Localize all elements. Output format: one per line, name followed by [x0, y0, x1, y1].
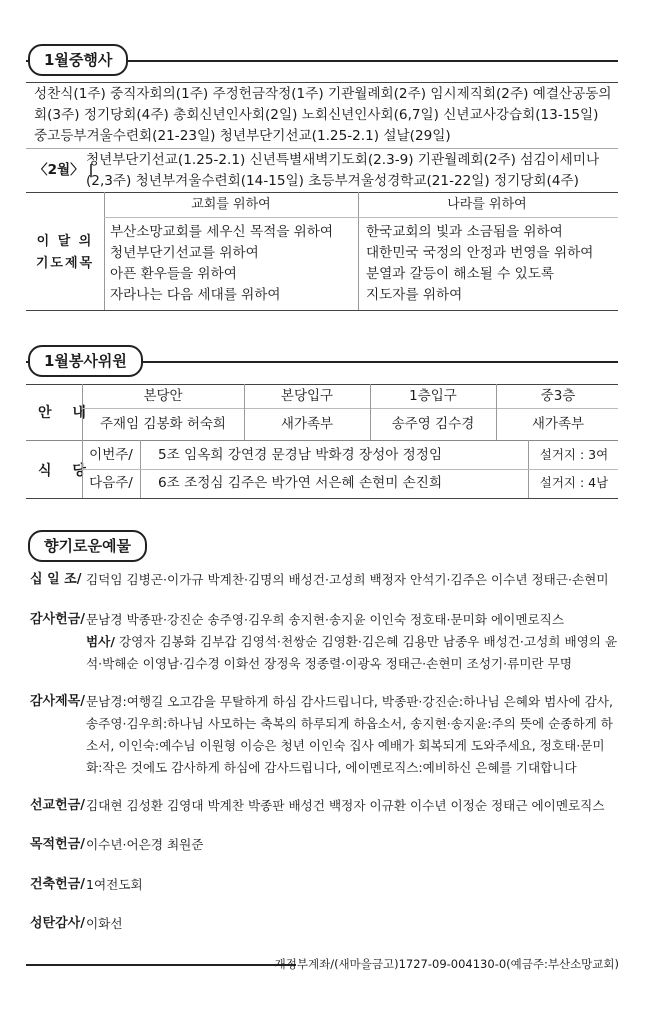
- christmas-thanks-label: 성탄감사/: [30, 916, 85, 931]
- thanks-offering-extra-label: 범사/: [86, 634, 115, 649]
- guide-label: 안 내: [38, 405, 94, 421]
- schedule-divider: [26, 148, 618, 149]
- prayer-bottom-rule: [26, 310, 618, 311]
- prayer-nation-item: 대한민국 국정의 안정과 번영을 위하여: [366, 245, 594, 261]
- footer-rule: [26, 964, 296, 966]
- thanks-offering-names: [86, 609, 618, 675]
- prayer-nation-header: 나라를 위하여: [447, 197, 527, 212]
- thanks-topics-label: 감사제목/: [30, 694, 85, 709]
- designated-offering-names: 이수년·어은경 최원준: [86, 837, 204, 852]
- thanks-offering-label: 감사헌금/: [30, 612, 85, 627]
- prayer-header-rule: [104, 217, 618, 218]
- thanks-offering-extra-names: 강영자 김봉화 김부갑 김영석·천쌍순 김영환·김은혜 김용만 남종우 배성건·고성희 배영의 윤 석·박해순 이영남·김수경 이화선 장정욱 정종렬·이광옥 정태근·손현미 조성기·류미란 무명: [86, 634, 618, 671]
- meal-members-next: 6조 조정심 김주은 박가연 서은혜 손현미 손진희: [158, 475, 443, 491]
- meal-week-next: 다음주/: [89, 475, 133, 491]
- guide-header-mezzanine: 중3층: [540, 388, 576, 404]
- guide-value-first-floor: 송주영 김수경: [391, 416, 475, 432]
- meal-top-rule: [26, 440, 618, 441]
- building-offering-label: 건축헌금/: [30, 877, 85, 892]
- designated-offering-label: 목적헌금/: [30, 837, 85, 852]
- prayer-nation-list: [366, 222, 593, 306]
- section-title-schedule: 1월중행사: [28, 44, 128, 76]
- prayer-church-list: [110, 222, 333, 306]
- guide-col-divider: [244, 384, 245, 440]
- feb-label: 〈2월〉 |: [34, 162, 94, 178]
- guide-value-main-hall: 주재임 김봉화 허숙희: [100, 416, 226, 432]
- christmas-thanks-names: 이화선: [86, 916, 123, 931]
- mission-offering-label: 선교헌금/: [30, 798, 85, 813]
- prayer-church-item: 부산소망교회를 세우신 목적을 위하여: [110, 224, 334, 240]
- prayer-church-header: 교회를 위하여: [191, 197, 271, 212]
- section-title-offerings: 향기로운예물: [28, 530, 147, 562]
- prayer-church-item: 아픈 환우들을 위하여: [110, 266, 237, 282]
- meal-members-this: 5조 임옥희 강연경 문경남 박화경 장성아 정정임: [158, 447, 443, 463]
- mission-offering-names: 김대현 김성환 김영대 박계찬 박종판 배성건 백정자 이규환 이수년 이정순 정태근 에이멘로직스: [86, 798, 605, 813]
- thanks-offering-main: 문남경 박종판·강진순 송주영·김우희 송지현·송지윤 이인숙 정호태·문미화 에이멘로직스: [86, 612, 564, 627]
- guide-divider: [82, 384, 83, 440]
- guide-header-first-floor: 1층입구: [409, 388, 457, 404]
- schedule-top-rule: [26, 82, 618, 83]
- meal-bottom-rule: [26, 498, 618, 499]
- prayer-label-line2: 기도제목: [35, 256, 95, 271]
- thanks-offering-extra: [86, 631, 618, 675]
- prayer-church-item: 자라나는 다음 세대를 위하여: [110, 287, 281, 303]
- prayer-top-rule: [26, 192, 618, 193]
- guide-col-divider: [496, 384, 497, 440]
- meal-week-this: 이번주/: [89, 447, 133, 463]
- prayer-church-item: 청년부단기선교를 위하여: [110, 245, 259, 261]
- meal-row-rule: [82, 469, 618, 470]
- prayer-divider-left: [104, 192, 105, 310]
- guide-col-divider: [370, 384, 371, 440]
- meal-dishes-this: 설거지 : 3여: [539, 447, 609, 462]
- bank-account-footer: 재정부계좌/(새마을금고)1727-09-004130-0(예금주:부산소망교회): [274, 957, 619, 971]
- section-title-volunteers: 1월봉사위원: [28, 345, 143, 377]
- prayer-label-line1: 이 달 의: [36, 234, 94, 249]
- schedule-events: 성찬식(1주) 중직자회의(1주) 주정헌금작정(1주) 기관월례회(2주) 임시제직회(2주) 예결산공동의회(3주) 정기당회(4주) 총회신년인사회(2일) 노회신년인사회(6,7일) 신년교사강습회(13-15일) 중고등부겨울수련회(21-23일) 청년부단기선교(1.25-2.1) 설날(29일): [34, 86, 612, 144]
- feb-events-line2: (2,3주) 청년부겨울수련회(14-15일) 초등부겨울성경학교(21-22일) 정기당회(4주): [86, 173, 579, 189]
- tithe-names: 김덕임 김병곤·이가규 박계찬·김명의 배성건·고성희 백정자 안석기·김주은 이수년 정태근·손현미: [86, 572, 609, 587]
- guide-value-mezzanine: 새가족부: [531, 416, 585, 432]
- prayer-divider-mid: [358, 192, 359, 310]
- prayer-nation-item: 분열과 갈등이 해소될 수 있도록: [366, 266, 554, 282]
- feb-events-line1: 청년부단기선교(1.25-2.1) 신년특별새벽기도회(2.3-9) 기관월례회(2주) 섬김이세미나: [86, 152, 600, 168]
- tithe-label: 십 일 조/: [30, 572, 82, 587]
- guide-value-hall-entrance: 새가족부: [280, 416, 334, 432]
- prayer-nation-item: 지도자를 위하여: [366, 287, 463, 303]
- thanks-topics-text: 문남경:여행길 오고감을 무탈하게 하심 감사드립니다, 박종판·강진순:하나님 은혜와 범사에 감사, 송주영·김우희:하나님 사모하는 축복의 하루되게 하옵소서, 송지현·송지윤:주의 뜻에 순종하게 하소서, 이인숙:예수님 이원형 이승은 청년 이인숙 집사 예배가 회복되게 도와주세요, 정호태·문미화:작은 것에도 감사하게 하심에 감사드립니다, 에이멘로직스:예비하신 은혜를 기대합니다: [86, 694, 613, 775]
- meal-dishes-next: 설거지 : 4남: [539, 475, 609, 490]
- guide-header-hall-entrance: 본당입구: [280, 388, 334, 404]
- guide-header-main-hall: 본당안: [143, 388, 183, 404]
- prayer-nation-item: 한국교회의 빛과 소금됨을 위하여: [366, 224, 563, 240]
- building-offering-names: 1여전도회: [86, 877, 143, 892]
- meal-label: 식 당: [38, 463, 94, 479]
- guide-header-rule: [82, 408, 618, 409]
